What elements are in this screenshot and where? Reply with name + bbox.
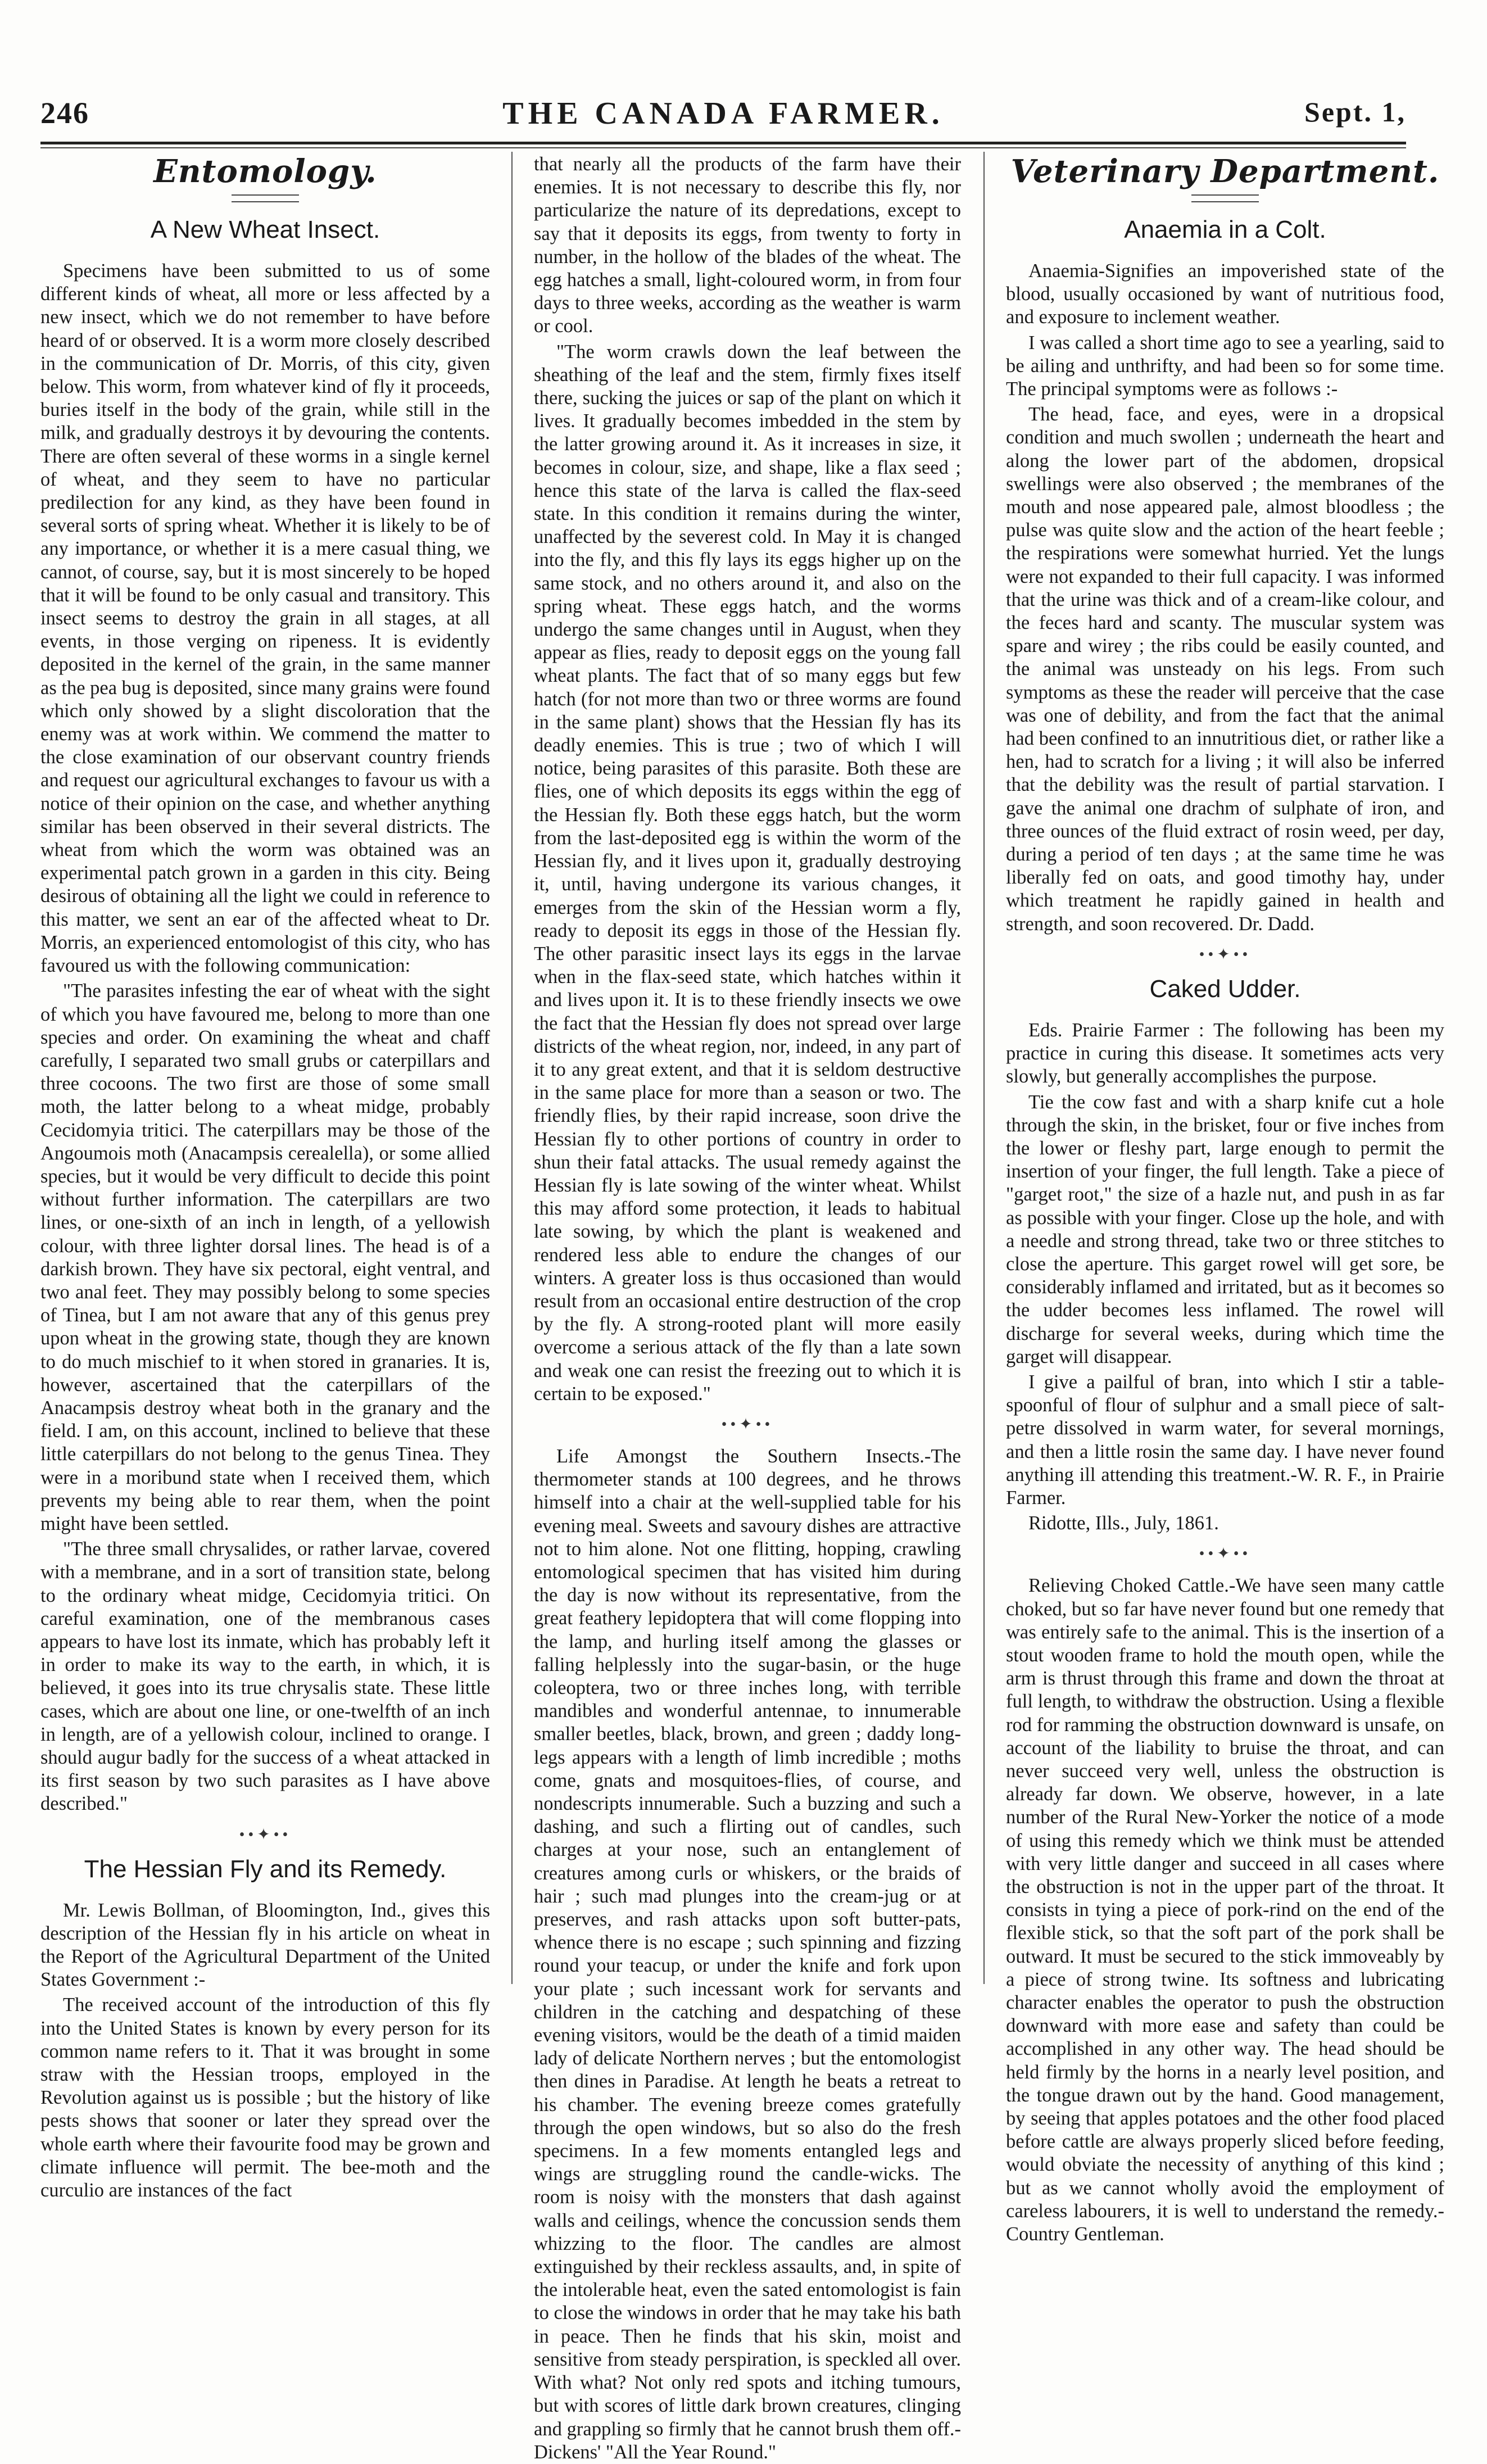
article-paragraph: I was called a short time ago to see a yearling, said to be ailing and unthrifty, and had been so for some time. The principal symptoms were as follows :- — [1006, 332, 1444, 400]
article-paragraph: Mr. Lewis Bollman, of Bloomington, Ind., gives this description of the Hessian fly in his article on wheat in the Report of the Agricultural Department of the United States Government :- — [40, 1899, 490, 1991]
department-heading-veterinary: Veterinary Department. — [1010, 153, 1440, 190]
article-paragraph: I give a pailful of bran, into which I stir a table-spoonful of flour of sulphur and a small piece of salt-petre dissolved in warm water, for several mornings, and then a little rosin the same day. I have never found anything ill attending this treatment.-W. R. F., in Prairie Farmer. — [1006, 1371, 1444, 1509]
article-paragraph: "The worm crawls down the leaf between the sheathing of the leaf and the stem, firmly fixes itself there, sucking the juices or sap of the plant on which it lives. It gradually becomes imbedded in the stem by the latter growing around it. As it increases in size, it becomes in colour, size, and shape, like a flax seed ; hence this state of the larva is called the flax-seed state. In this condition it remains during the winter, unaffected by the severest cold. In May it is changed into the fly, and this fly lays its eggs higher up on the same stock, and no others around it, and also on the spring wheat. These eggs hatch, and the worms undergo the same changes until in August, when they appear as flies, ready to deposit eggs on the young fall wheat plants. The fact that of so many eggs but few hatch (for not more than two or three worms are found in the same plant) shows that the Hessian fly has its deadly enemies. This is true ; two of which I will notice, being parasites of this parasite. Both these are flies, one of which deposits its eggs within the egg of the Hessian fly. Both these eggs hatch, but the worm from the last-deposited egg is within the worm of the Hessian fly, and it lives upon it, gradually destroying it, until, having undergone its various changes, it emerges from the skin of the Hessian worm a fly, ready to deposit its eggs in those of the Hessian fly. The other parasitic insect lays its eggs in the larvae when in the flax-seed state, which hatches within it and lives upon it. It is to these friendly insects we owe the fact that the Hessian fly does not spread over large districts of the wheat region, nor, indeed, in any part of it to any great extent, and that it is seldom destructive in the same place for more than a season or two. The friendly flies, by their rapid increase, soon drive the Hessian fly to other portions of country in order to shun their fatal attacks. The usual remedy against the Hessian fly is late sowing of the winter wheat. Whilst this may afford some protection, it leads to habitual late sowing, by which the plant is weakened and rendered less able to endure the changes of our winters. A greater loss is thus occasioned than would result from an occasional entire destruction of the crop by the fly. A strong-rooted plant will more easily overcome a serious attack of the fly than a late sown and weak one can resist the freezing out to which it is certain to be exposed." — [534, 341, 961, 1405]
masthead — [40, 96, 1406, 135]
article-paragraph-southern-insects: Life Amongst the Southern Insects.-The thermometer stands at 100 degrees, and he throws himself into a chair at the well-supplied table for his evening meal. Sweets and savoury dishes are attractive not to him alone. Not one flitting, hopping, crawling entomological specimen that has visited him during the day is now without its representative, from the great feathery lepidoptera that will come flopping into the lamp, and hurling itself among the glasses or falling helplessly into the sugar-basin, or the huge coleoptera, two or three inches long, with terrible mandibles and wonderful antennae, to innumerable smaller beetles, black, brown, and green ; daddy long-legs appears with a length of limb incredible ; moths come, gnats and mosquitoes-flies, of course, and nondescripts innumerable. Such a buzzing and such a dashing, and such a flirting out of candles, such charges at your nose, such an entanglement of creatures among curls or whiskers, or the braids of hair ; such mad plunges into the cream-jug or at preserves, and rash attacks upon soft butter-pats, whence there is no escape ; such spinning and fizzing round your teacup, or under the knife and fork upon your plate ; such incessant work for servants and children in the catching and despatching of these evening visitors, would be the death of a timid maiden lady of delicate Northern nerves ; but the entomologist then dines in Paradise. At length he beats a retreat to his chamber. The evening breeze comes gratefully through the open windows, but so also do the fresh specimens. In a few moments entangled legs and wings are struggling round the candle-wicks. The room is noisy with the monsters that dash against walls and ceilings, whence the concussion sends them whizzing to the floor. The candles are almost extinguished by their reckless assaults, and, in spite of the intolerable heat, even the sated entomologist is fain to close the windows in order that he may take his bath in peace. Then he finds that his skin, moist and sensitive from steady perspiration, is speckled all over. With what? Not only red spots and itching tumours, but with scores of little dark brown creatures, clinging and grappling so firmly that he cannot brush them off.-Dickens' "All the Year Round." — [534, 1445, 961, 2463]
article-title-anaemia: Anaemia in a Colt. — [1124, 216, 1326, 243]
article-paragraph: The head, face, and eyes, were in a dropsical condition and much swollen ; underneath the heart and along the lower part of the abdomen, dropsical swellings were also observed ; the membranes of the mouth and nose appeared pale, almost bloodless ; the pulse was quite slow and the action of the heart feeble ; the respirations were somewhat hurried. Yet the lungs were not expanded to their full capacity. I was informed that the urine was thick and of a cream-like colour, and the feces hard and scanty. The muscular system was spare and wirey ; the ribs could be easily counted, and the animal was unsteady on his legs. From such symptoms as these the reader will perceive that the case was one of debility, and from the fact that the animal had been confined to an innutritious diet, or rather like a hen, had to scratch for a living ; it will also be inferred that the debility was the result of partial starvation. I gave the animal one drachm of sulphate of iron, and three ounces of the fluid extract of rosin weed, per day, during a period of ten days ; at the same time he was liberally fed on oats, and good timothy hay, under which treatment he rapidly gained in health and strength, and soon recovered. Dr. Dadd. — [1006, 404, 1444, 935]
issue-date: Sept. 1, — [1304, 96, 1406, 128]
masthead-rule-thin — [40, 147, 1406, 148]
column-3 — [1006, 153, 1444, 2245]
page-number: 246 — [40, 96, 89, 130]
heading-ornament-rule — [1191, 194, 1259, 202]
article-paragraph: Eds. Prairie Farmer : The following has been my practice in curing this disease. It sometimes acts very slowly, but generally accomplishes the purpose. — [1006, 1019, 1444, 1088]
column-divider — [983, 152, 985, 1984]
article-paragraph: "The three small chrysalides, or rather larvae, covered with a membrane, and in a sort of transition state, belong to the ordinary wheat midge, Cecidomyia tritici. On careful examination, one of the membranous cases appears to have lost its inmate, which has probably left it in order to make its way to the earth, in which, it is believed, it goes into its true chrysalis state. These little cases, which are about one line, or one-twelfth of an inch in length, are of a yellowish colour, inclined to orange. I should augur badly for the success of a wheat attacked in its first season by two such parasites as I have above described." — [40, 1538, 490, 1815]
department-heading-entomology: Entomology. — [153, 153, 377, 190]
article-paragraph: Tie the cow fast and with a sharp knife cut a hole through the skin, in the brisket, four or five inches from the lower or fleshy part, large enough to permit the insertion of your finger, the full length. Take a piece of "garget root," the size of a hazle nut, and push in as far as possible with your finger. Close up the hole, and with a needle and strong thread, take two or three stitches to close the aperture. This garget rowel will get sore, be considerably inflamed and irritated, but as it becomes so the udder becomes less inflamed. The rowel will discharge for several weeks, during which time the garget will disappear. — [1006, 1091, 1444, 1367]
section-divider-ornament: ••✦•• — [239, 1826, 292, 1844]
article-paragraph: Specimens have been submitted to us of some different kinds of wheat, all more or less affected by a new insect, which we do not remember to have before heard of or observed. It is a worm more closely described in the communication of Dr. Morris, of this city, given below. This worm, from whatever kind of fly it proceeds, buries itself in the body of the grain, while still in the milk, and gradually destroys it by devouring the contents. There are often several of these worms in a single kernel of wheat, and they seem to have no particular predilection for any kind, as they have been found in several sorts of spring wheat. Whether it is likely to be of any importance, or whether it is a mere casual thing, we cannot, of course, say, but it is most sincerely to be hoped that it will be found to be only casual and transitory. This insect seems to destroy the grain in all stages, at all events, in those verging on ripeness. It is evidently deposited in the kernel of the grain, in the same manner as the pea bug is deposited, since many grains were found which only showed by a slight discoloration that the enemy was at work within. We commend the matter to the close examination of our observant country friends and request our agricultural exchanges to favour us with a notice of their opinion on the case, and whether anything similar has been observed in their several districts. The wheat from which the worm was obtained was an experimental patch grown in a garden in this city. Being desirous of obtaining all the light we could in reference to this matter, we sent an ear of the affected wheat to Dr. Morris, an experienced entomologist of this city, who has favoured us with the following communication: — [40, 260, 490, 977]
column-divider — [511, 152, 513, 1984]
article-signature-location: Ridotte, Ills., July, 1861. — [1028, 1512, 1219, 1534]
article-title-hessian-fly: The Hessian Fly and its Remedy. — [84, 1855, 447, 1883]
article-paragraph-choked-cattle: Relieving Choked Cattle.-We have seen many cattle choked, but so far have never found but one remedy that was entirely safe to the animal. This is the insertion of a stout wooden frame to hold the mouth open, while the arm is thrust through this frame and down the throat at full length, to withdraw the obstruction. Using a flexible rod for ramming the obstruction downward is unsafe, on account of the liability to bruise the throat, and can never succeed very well, unless the obstruction is already far down. We observe, however, in a late number of the Rural New-Yorker the notice of a mode of using this remedy which we think must be attended with very little danger and succeed in all cases where the obstruction is not in the upper part of the throat. It consists in tying a piece of pork-rind on the end of the flexible stick, so that the soft part of the pork shall be outward. It must be secured to the stick immoveably by a piece of strong twine. Its softness and lubricating character enables the operator to push the obstruction downward with more ease and safety than could be accomplished in any other way. The head should be held firmly by the horns in a nearly level position, and the tongue drawn out by the hand. Good management, by seeing that apples potatoes and the other food placed before cattle are always properly sliced before feeding, would obviate the necessity of anything of this kind ; but as we cannot wholly avoid the employment of careless labourers, it is well to understand the remedy.-Country Gentleman. — [1006, 1575, 1444, 2245]
masthead-rule — [40, 142, 1406, 144]
section-divider-ornament: ••✦•• — [1199, 1545, 1252, 1563]
article-paragraph: "The parasites infesting the ear of wheat with the sight of which you have favoured me, belong to more than one species and order. On examining the wheat and chaff carefully, I separated two small grubs or caterpillars and three cocoons. The two first are those of some small moth, the latter belong to a wheat midge, probably Cecidomyia tritici. The caterpillars may be those of the Angoumois moth (Anacampsis cerealella), or some allied species, but it would be very difficult to decide this point without further information. The caterpillars are two lines, or one-sixth of an inch in length, of a yellowish colour, with three lighter dorsal lines. The head is of a darkish brown. They have six pectoral, eight ventral, and two anal feet. They may possibly belong to some species of Tinea, but I am not aware that any of this genus prey upon wheat in the growing state, though they are known to do much mischief to it when stored in granaries. It is, however, ascertained that the caterpillars of the Anacampsis destroy wheat both in the granary and the field. I am, on this account, inclined to believe that these little caterpillars do not belong to the genus Tinea. They were in a moribund state when I received them, which prevents my being able to rear them, when the point might have been settled. — [40, 980, 490, 1534]
column-2 — [534, 153, 961, 2463]
article-paragraph: that nearly all the products of the farm have their enemies. It is not necessary to describe this fly, nor particularize the nature of its depredations, except to say that it deposits its eggs, from twenty to forty in number, in the hollow of the blades of the wheat. The egg hatches a small, light-coloured worm, in from four days to three weeks, according as the weather is warm or cool. — [534, 153, 961, 337]
section-divider-ornament: ••✦•• — [1199, 945, 1252, 963]
article-title-new-wheat-insect: A New Wheat Insect. — [150, 216, 380, 243]
article-title-caked-udder: Caked Udder. — [1149, 975, 1301, 1003]
column-1 — [40, 153, 490, 2202]
newspaper-title: THE CANADA FARMER. — [502, 96, 944, 131]
article-paragraph: Anaemia-Signifies an impoverished state of the blood, usually occasioned by want of nutritious food, and exposure to inclement weather. — [1006, 260, 1444, 328]
heading-ornament-rule — [232, 194, 299, 202]
article-paragraph: The received account of the introduction of this fly into the United States is known by every person for its common name refers to it. That it was brought in some straw with the Hessian troops, employed in the Revolution against us is possible ; but the history of like pests shows that sooner or later they spread over the whole earth where their favourite food may be grown and climate influence will permit. The bee-moth and the curculio are instances of the fact — [40, 1994, 490, 2202]
section-divider-ornament: ••✦•• — [721, 1415, 774, 1433]
